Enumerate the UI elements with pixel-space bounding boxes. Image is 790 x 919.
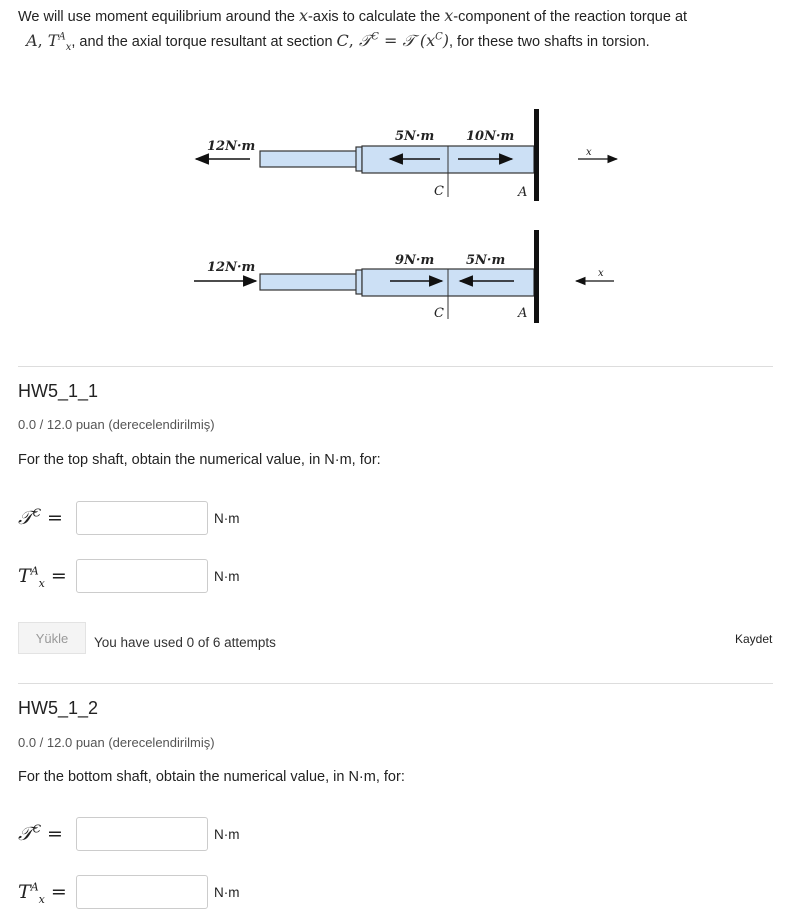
bottom-shaft-collar bbox=[356, 270, 362, 294]
bottom-x-axis-label: x bbox=[598, 268, 604, 279]
unit-label: N·m bbox=[214, 569, 240, 584]
intro-text-5: , for these two shafts in torsion. bbox=[449, 34, 650, 50]
x-axis-symbol: x bbox=[299, 6, 309, 25]
top-x-axis-label: x bbox=[586, 147, 592, 158]
shaft-diagrams bbox=[190, 105, 630, 330]
bottom-mid-torque-label: 9N·m bbox=[395, 253, 435, 268]
bottom-wall-support bbox=[534, 230, 539, 323]
internal-torque-label: 𝒯$^C$ = bbox=[18, 506, 63, 529]
internal-torque-label: 𝒯$^C$ = bbox=[18, 822, 63, 845]
bottom-right-torque-label: 5N·m bbox=[466, 253, 506, 268]
answer-row-internal-torque bbox=[18, 817, 318, 853]
top-right-torque-label: 10N·m bbox=[466, 129, 515, 144]
intro-text-1: We will use moment equilibrium around the bbox=[18, 9, 295, 25]
bottom-left-torque-label: 12N·m bbox=[207, 260, 256, 275]
reaction-torque-input[interactable] bbox=[76, 559, 208, 593]
internal-torque-input[interactable] bbox=[76, 501, 208, 535]
point-a-symbol: A bbox=[26, 31, 38, 50]
answer-row-reaction-torque bbox=[18, 559, 318, 595]
intro-text-3: -component of the reaction torque at bbox=[453, 9, 688, 25]
reaction-torque-input[interactable] bbox=[76, 875, 208, 909]
answer-row-internal-torque bbox=[18, 501, 318, 537]
top-shaft-diagram bbox=[196, 109, 617, 201]
x-component-symbol: x bbox=[444, 6, 454, 25]
intro-text-4: , and the axial torque resultant at section bbox=[71, 34, 333, 50]
section-c-symbol: C bbox=[336, 31, 349, 50]
reaction-torque-label: $T^A_x$ = bbox=[18, 880, 67, 906]
problem-score: 0.0 / 12.0 puan (derecelendirilmiş) bbox=[18, 417, 215, 432]
top-shaft-collar bbox=[356, 147, 362, 171]
intro-text-2: -axis to calculate the bbox=[308, 9, 441, 25]
reaction-torque-symbol: $T^A_x$ bbox=[47, 31, 72, 54]
problem-prompt: For the bottom shaft, obtain the numerical value, in N·m, for: bbox=[18, 769, 405, 785]
internal-torque-input[interactable] bbox=[76, 817, 208, 851]
save-button[interactable]: Kaydet bbox=[735, 632, 773, 646]
attempts-text: You have used 0 of 6 attempts bbox=[94, 635, 276, 650]
reaction-torque-label: $T^A_x$ = bbox=[18, 564, 67, 590]
top-section-c-label: C bbox=[434, 184, 444, 199]
top-support-a-label: A bbox=[518, 185, 528, 200]
unit-label: N·m bbox=[214, 885, 240, 900]
divider bbox=[18, 683, 773, 684]
internal-torque-symbol: 𝒯$^C$ bbox=[358, 31, 379, 50]
top-shaft-small-segment bbox=[260, 151, 360, 167]
problem-title: HW5_1_1 bbox=[18, 381, 99, 401]
bottom-support-a-label: A bbox=[518, 306, 528, 321]
problem-prompt: For the top shaft, obtain the numerical value, in N·m, for: bbox=[18, 452, 381, 468]
bottom-shaft-small-segment bbox=[260, 274, 360, 290]
problem-score: 0.0 / 12.0 puan (derecelendirilmiş) bbox=[18, 735, 215, 750]
bottom-section-c-label: C bbox=[434, 306, 444, 321]
problem-intro: We will use moment equilibrium around the x-axis to calculate the x-component of the reaction torque at A, $T^A_x$, and the axial torque resultant at section C, 𝒯$^C$ = 𝒯 $(x^C)$, for these two shafts in torsion. bbox=[18, 6, 688, 54]
equals-symbol: = bbox=[378, 31, 403, 50]
divider bbox=[18, 366, 773, 367]
unit-label: N·m bbox=[214, 511, 240, 526]
top-wall-support bbox=[534, 109, 539, 201]
torque-function-symbol: 𝒯 $(x^C)$ bbox=[402, 31, 449, 50]
top-left-torque-label: 12N·m bbox=[207, 139, 256, 154]
load-button[interactable]: Yükle bbox=[18, 622, 86, 654]
top-mid-torque-label: 5N·m bbox=[395, 129, 435, 144]
answer-row-reaction-torque bbox=[18, 875, 318, 911]
bottom-shaft-diagram bbox=[194, 230, 614, 323]
unit-label: N·m bbox=[214, 827, 240, 842]
problem-title: HW5_1_2 bbox=[18, 698, 99, 718]
